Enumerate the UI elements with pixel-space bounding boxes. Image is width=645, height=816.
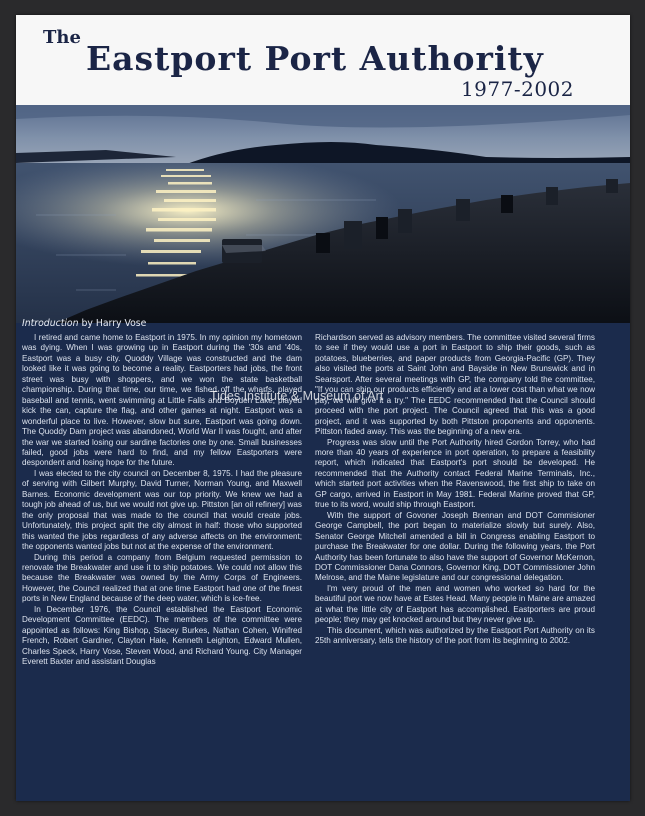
paragraph: I was elected to the city council on December 8, 1975. I had the pleasure of serving with Gilbert Murphy, David Turner, Norman Young, and Maxwell Barnes. Economic development was our top priority. We knew we had a tough job ahead of us, but we would not give up. Pittston [an oil refinery] was the only proposal that was made to the council that would create jobs. Unfortunately, this project split the city almost in half: those who supported this wanted the jobs regardless of any adverse affects on the environment; the opponents wanted jobs but not at the expense of the environment. [22,468,302,552]
title-article: The [43,27,81,48]
watermark: Tides Institute & Museum of Art [210,389,384,403]
article-column-right [315,333,595,647]
paragraph: In December 1976, the Council established the Eastport Economic Development Committee (EEDC). The members of the committee were appointed as follows: King Bishop, Stacey Burkes, Nathan Cohen, Winifred French, Robert Gardner, Clayton Hale, Kenneth Leighton, Edward Mullen, Charles Speck, Harry Vose, Steven Wood, and Richard Young. City Manager Everett Baxter and assistant Douglas [22,604,302,667]
byline-author: by Harry Vose [81,318,147,329]
paragraph: During this period a company from Belgium requested permission to renovate the Breakwater and use it to ship potatoes. We could not allow this because the Breakwater was owned by the Army Corps of Engineers. However, the Council realized that at one time Eastport had one of the finest ports in New England because of the deep water, which is ice-free. [22,552,302,604]
paragraph: Progress was slow until the Port Authority hired Gordon Torrey, who had more than 40 years of experience in port operation, to prepare a feasibility report, which indicated that Eastport's port should be developed. He recommended that the Authority contact Federal Marine Terminals, Inc., which started port activities when the Ravenswood, the first ship to take on GP cargo, arrived in Eastport in May 1981. Federal Marine proved that GP, true to its word, would ship through Eastport. [315,437,595,510]
cover-photo [16,105,630,323]
paragraph: I retired and came home to Eastport in 1975. In my opinion my hometown was dying. When I was growing up in Eastport during the '30s and '40s, Eastport was a busy city. Quoddy Village was constructed and the dam looked like it was going to become a reality. Eastporters had jobs, the front street was busy with shoppers, and we won the state basketball championship. During that time, our time, we fished off the wharfs, played baseball and tennis, went swimming at Little Falls and Boyden Lake, played kick the can, capture the flag, and other games at night. Eastport was a wonderful place to live. However, slow but sure, Eastport was going down. The Quoddy Dam project was abandoned, World War II was fought, and after the war we started losing our sardine factories one by one. Small businesses failed, good jobs were hard to find, and my fellow Eastporters were despondent and losing hope for the future. [22,333,302,468]
article-column-left [22,333,302,668]
paragraph: This document, which was authorized by the Eastport Port Authority on its 25th anniversary, tells the history of the port from its beginning to 2002. [315,625,595,646]
paragraph: Richardson served as advisory members. The committee visited several firms to see if they would use a port in Eastport to ship their goods, such as potatoes, blueberries, and paper products from Georgia-Pacific (GP). They also visited the ports at Saint John and Bayside in New Brunswick and in Searsport. After several meetings with GP, the company told the committee, "If you can ship our products efficiently and at a lower cost than what we now pay, we will give it a try." The EEDC recommended that the Council should proceed with the port project. The Council agreed that this was a good project, and it was supported by both Pittston proponents and opponents. Pittston faded away. This was the beginning of a new era. [315,333,595,437]
book-years: 1977-2002 [460,77,574,101]
byline-label: Introduction [22,318,79,329]
paragraph: With the support of Govoner Joseph Brennan and DOT Commisioner George Campbell, the port began to materialize slowly but surely. Also, Senator George Mitchell amended a bill in Congress enabling Eastport to purchase the Breakwater for one dollar. During the following years, the Port Authority has been fortunate to also have the support of Governor McKernon, DOT Commissioner Dana Connors, Governor King, DOT Commissioner John Melrose, and the Maine legislature and our congressional delegation. [315,510,595,583]
book-title: Eastport Port Authority [86,39,544,78]
masthead [16,15,630,105]
byline [22,318,146,329]
paragraph: I'm very proud of the men and women who worked so hard for the beautiful port we now have at Estes Head. Many people in Maine are amazed at what the little city of Eastport has accomplished. Eastporters are proud people; they may get knocked around but they never give up. [315,583,595,625]
